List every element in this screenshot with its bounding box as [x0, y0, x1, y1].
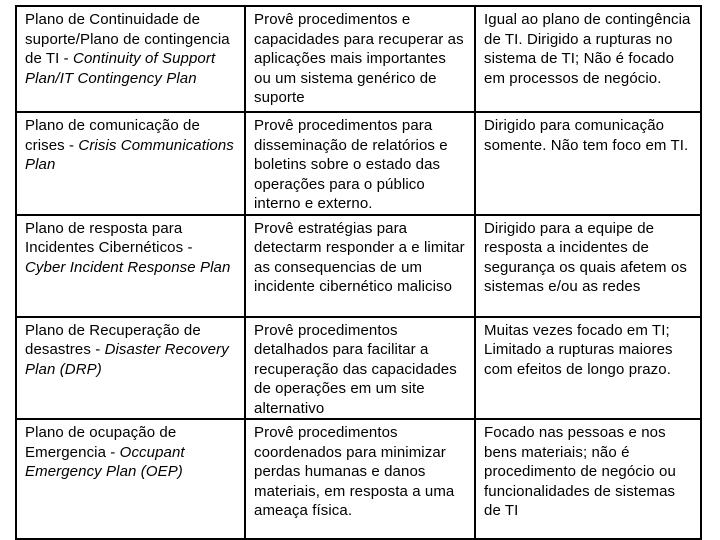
- plan-purpose-cell: Provê procedimentos e capacidades para recuperar as aplicações mais importantes ou um sistema genérico de suporte: [245, 6, 475, 112]
- table-row: [16, 317, 701, 420]
- plan-name-cell: [16, 419, 245, 539]
- plan-name-cell: [16, 317, 245, 420]
- plan-name-en: Continuity of Support Plan/IT Contingency Plan: [25, 50, 216, 87]
- table-row: [16, 6, 701, 112]
- plans-table: [15, 5, 702, 540]
- plan-scope-cell: Muitas vezes focado em TI; Limitado a rupturas maiores com efeitos de longo prazo.: [475, 317, 701, 420]
- plan-name-pt: Plano de Recuperação de desastres -: [25, 321, 201, 358]
- plan-scope-cell: Dirigido para a equipe de resposta a incidentes de segurança os quais afetem os sistemas e/ou as redes: [475, 215, 701, 317]
- plan-name-pt: Plano de resposta para Incidentes Cibernéticos -: [25, 219, 193, 256]
- plan-purpose-cell: Provê procedimentos detalhados para facilitar a recuperação das capacidades de operações em um site alternativo: [245, 317, 475, 420]
- plan-name-en: Disaster Recovery Plan (DRP): [25, 341, 229, 378]
- plan-purpose-cell: Provê estratégias para detectarm responder a e limitar as consequencias de um incidente cibernético maliciso: [245, 215, 475, 317]
- plan-name-pt: Plano de ocupação de Emergencia -: [25, 424, 177, 461]
- plan-purpose-cell: Provê procedimentos para disseminação de relatórios e boletins sobre o estado das operações para o público interno e externo.: [245, 112, 475, 215]
- plan-name-en: Crisis Communications Plan: [25, 136, 234, 173]
- plan-scope-cell: Igual ao plano de contingência de TI. Dirigido a rupturas no sistema de TI; Não é focado em processos de negócio.: [475, 6, 701, 112]
- plan-name-pt: Plano de Continuidade de suporte/Plano de contingencia de TI -: [25, 11, 230, 67]
- plan-scope-cell: Focado nas pessoas e nos bens materiais; não é procedimento de negócio ou funcionalidades de sistemas de TI: [475, 419, 701, 539]
- plan-name-en: Cyber Incident Response Plan: [25, 258, 231, 276]
- plan-purpose-cell: Provê procedimentos coordenados para minimizar perdas humanas e danos materiais, em resposta a uma ameaça física.: [245, 419, 475, 539]
- plan-name-cell: [16, 6, 245, 112]
- plan-name-cell: [16, 112, 245, 215]
- table-row: [16, 419, 701, 539]
- plan-name-cell: [16, 215, 245, 317]
- table-row: [16, 112, 701, 215]
- table-row: [16, 215, 701, 317]
- plan-scope-cell: Dirigido para comunicação somente. Não tem foco em TI.: [475, 112, 701, 215]
- plan-name-pt: Plano de comunicação de crises -: [25, 117, 200, 154]
- plan-name-en: Occupant Emergency Plan (OEP): [25, 443, 185, 480]
